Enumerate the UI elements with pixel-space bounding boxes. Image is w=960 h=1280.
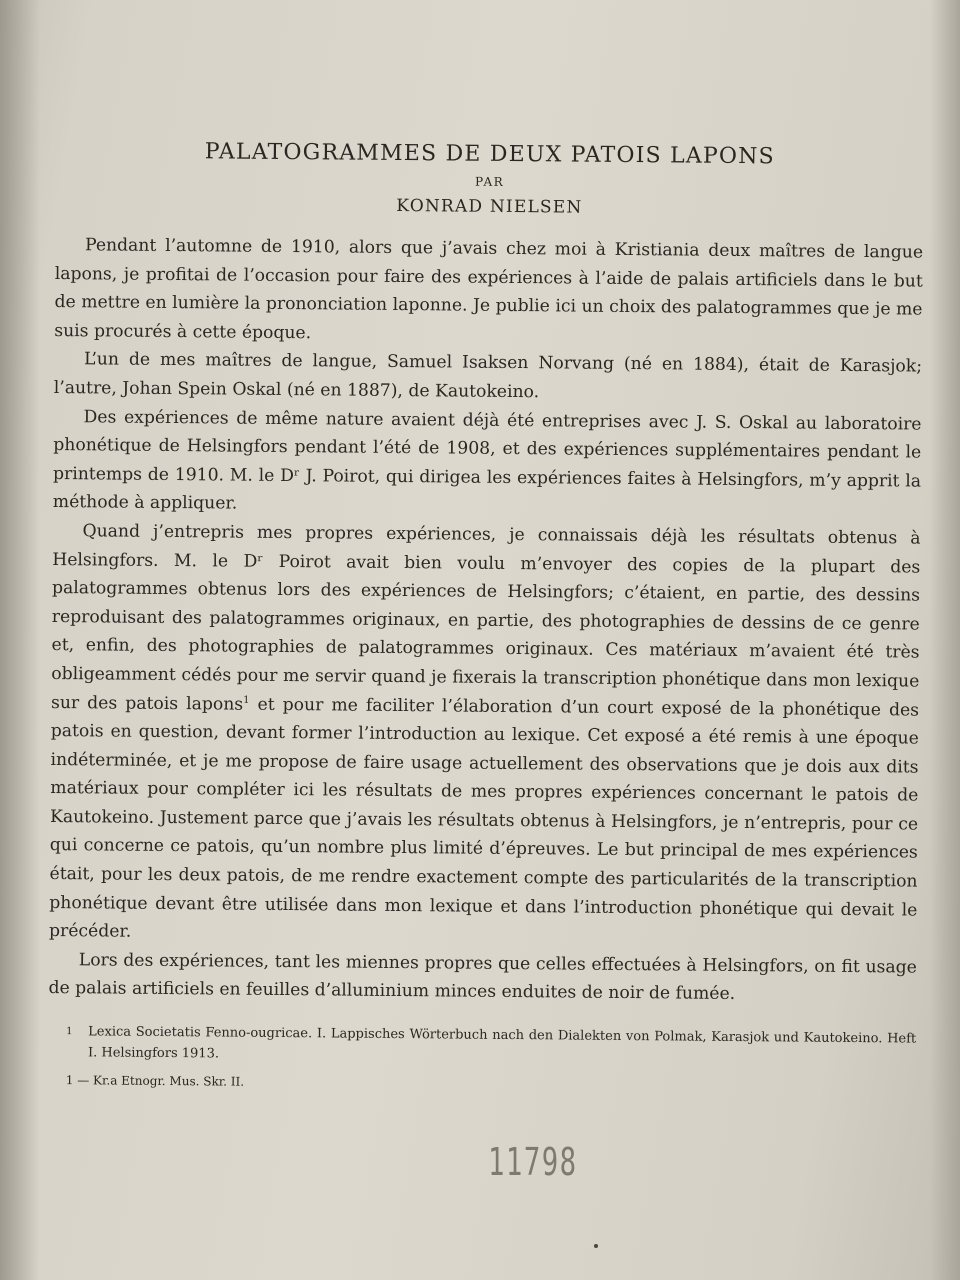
article-title: PALATOGRAMMES DE DEUX PATOIS LAPONS [204,139,776,170]
footnote-reference: 1 [243,694,250,706]
ink-dot [594,1244,598,1248]
paragraph-2: L’un de mes maîtres de langue, Samuel Isaksen Norvang (né en 1884), était de Karasjok; l’autre, Johan Spein Oskal (né en 1887), de Kautokeino. [53,349,923,403]
article-author: KONRAD NIELSEN [396,195,583,218]
footnote-mark: 1 [66,1026,73,1038]
signature-line: 1 — Kr.a Etnogr. Mus. Skr. II. [65,1073,245,1089]
page-shadow-left [0,0,40,1280]
paragraph-4 [49,517,921,953]
paragraph-4-text-a: Quand j’entrepris mes propres expériences, je connaissais déjà les résultats obtenus à Helsingfors. M. le Dʳ Poirot avait bien voulu m’envoyer des copies de la plupart des palatogrammes obtenus lors des expériences de Helsingfors; c’étaient, en partie, des dessins reproduisant des palatogrammes originaux, en partie, des photographies de dessins de ce genre et, enfin, des photographies de palatogrammes originaux. Ces matériaux m’avaient été très obligeamment cédés pour me servir quand je fixerais la transcription phonétique dans mon lexique sur des patois lapons [50,521,921,715]
paragraph-5: Lors des expériences, tant les miennes propres que celles effectuées à Helsingfors, on fit usage de palais artificiels en feuilles d’alluminium minces enduites de noir de fumée. [48,950,917,1005]
page-content [48,138,924,1095]
footnote [48,1021,916,1071]
page-shadow-right [930,0,960,1280]
footnote-text: Lexica Societatis Fenno-ougricae. I. Lappisches Wörterbuch nach den Dialekten von Polmak, Karasjok und Kautokeino. Heft I. Helsingfors 1913. [87,1024,917,1062]
paragraph-3: Des expériences de même nature avaient déjà été entreprises avec J. S. Oskal au laboratoire phonétique de Helsingfors pendant l’été de 1908, et des expériences supplémentaires pendant le printemps de 1910. M. le Dʳ J. Poirot, qui dirigea les expériences faites à Helsingfors, m’y apprit la méthode à appliquer. [52,406,922,514]
article-by: PAR [474,174,505,189]
inventory-stamp: 11798 [488,1140,578,1184]
paragraph-1: Pendant l’automne de 1910, alors que j’avais chez moi à Kristiania deux maîtres de langue lapons, je profitai de l’occasion pour faire des expériences à l’aide de palais artificiels dans le but de mettre en lumière la prononciation laponne. Je publie ici un choix des palatogrammes que je me suis procurés à cette époque. [54,235,924,344]
paragraph-4-text-b: et pour me faciliter l’élaboration d’un court exposé de la phonétique des patois en question, devant former l’introduction au lexique. Cet exposé a été remis à une époque indéterminée, et je me propose de faire usage actuellement des observations que je dois aux dits matériaux pour compléter ici les résultats de mes propres expériences concernant le patois de Kautokeino. Justement parce que j’avais les résultats obtenus à Helsingfors, je n’entrepris, pour ce qui concerne ce patois, qu’un nombre plus limité d’épreuves. Le but principal de mes expériences était, pour les deux patois, de me rendre exactement compte des particularités de la transcription phonétique devant être utilisée dans mon lexique et dans l’introduction phonétique qui devait le précéder. [48,694,920,942]
